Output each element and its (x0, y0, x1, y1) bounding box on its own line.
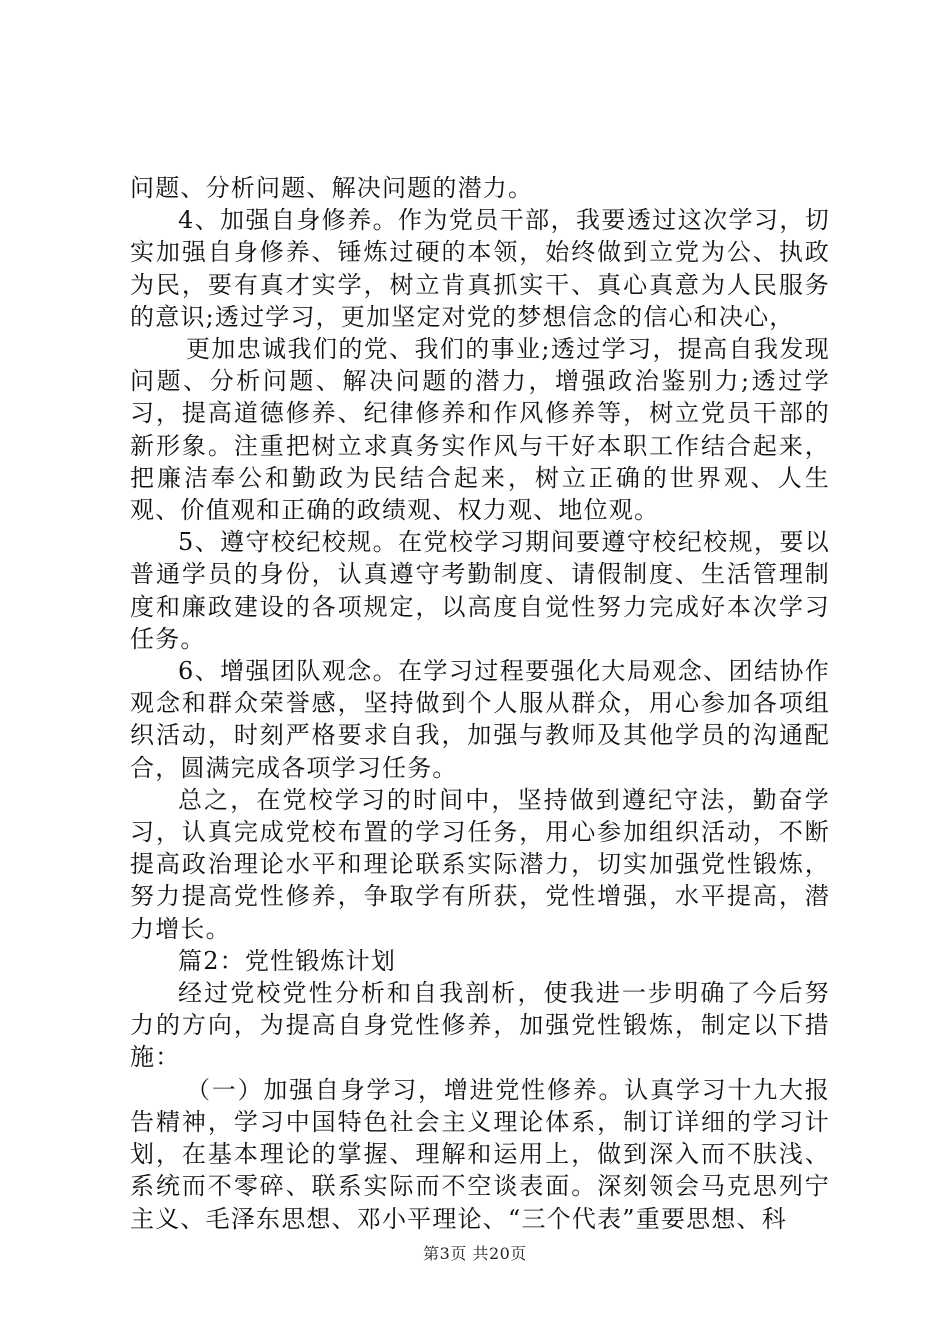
paragraph-continuation: 问题、分析问题、解决问题的潜力。 (130, 174, 534, 202)
paragraph-loyalty: 更加忠诚我们的党、我们的事业;透过学习，提高自我发现问题、分析问题、解决问题的潜力，增强政治鉴别力;透过学习，提高道德修养、纪律修养和作风修养等，树立党员干部的新形象。注重把树立求真务实作风与干好本职工作结合起来，把廉洁奉公和勤政为民结合起来，树立正确的世界观、人生观、价值观和正确的政绩观、权力观、地位观。 (130, 335, 830, 525)
paragraph-measure-one: （一）加强自身学习，增进党性修养。认真学习十九大报告精神，学习中国特色社会主义理论体系，制订详细的学习计划，在基本理论的掌握、理解和运用上，做到深入而不肤浅、系统而不零碎、联系实际而不空谈表面。深刻领会马克思列宁主义、毛泽东思想、邓小平理论、“三个代表”重要思想、科 (130, 1075, 830, 1233)
document-body (130, 172, 830, 1235)
paragraph-self-cultivation: 4、加强自身修养。作为党员干部，我要透过这次学习，切实加强自身修养、锤炼过硬的本领，始终做到立党为公、执政为民，要有真才实学，树立肯真抓实干、真心真意为人民服务的意识;透过学习，更加坚定对党的梦想信念的信心和决心， (130, 206, 830, 331)
paragraph-school-rules: 5、遵守校纪校规。在党校学习期间要遵守校纪校规，要以普通学员的身份，认真遵守考勤制度、请假制度、生活管理制度和廉政建设的各项规定，以高度自觉性努力完成好本次学习任务。 (130, 528, 830, 653)
paragraph-team-concept: 6、增强团队观念。在学习过程要强化大局观念、团结协作观念和群众荣誉感，坚持做到个人服从群众，用心参加各项组织活动，时刻严格要求自我，加强与教师及其他学员的沟通配合，圆满完成各项学习任务。 (130, 657, 830, 782)
paragraph-intro: 经过党校党性分析和自我剖析，使我进一步明确了今后努力的方向，为提高自身党性修养，加强党性锻炼，制定以下措施： (130, 979, 830, 1072)
section-heading: 篇2：党性锻炼计划 (178, 946, 397, 975)
paragraph-summary: 总之，在党校学习的时间中，坚持做到遵纪守法，勤奋学习，认真完成党校布置的学习任务，用心参加组织活动，不断提高政治理论水平和理论联系实际潜力，切实加强党性锻炼，努力提高党性修养，争取学有所获，党性增强，水平提高，潜力增长。 (130, 785, 830, 943)
page-footer: 第3页 共20页 (423, 1244, 527, 1263)
